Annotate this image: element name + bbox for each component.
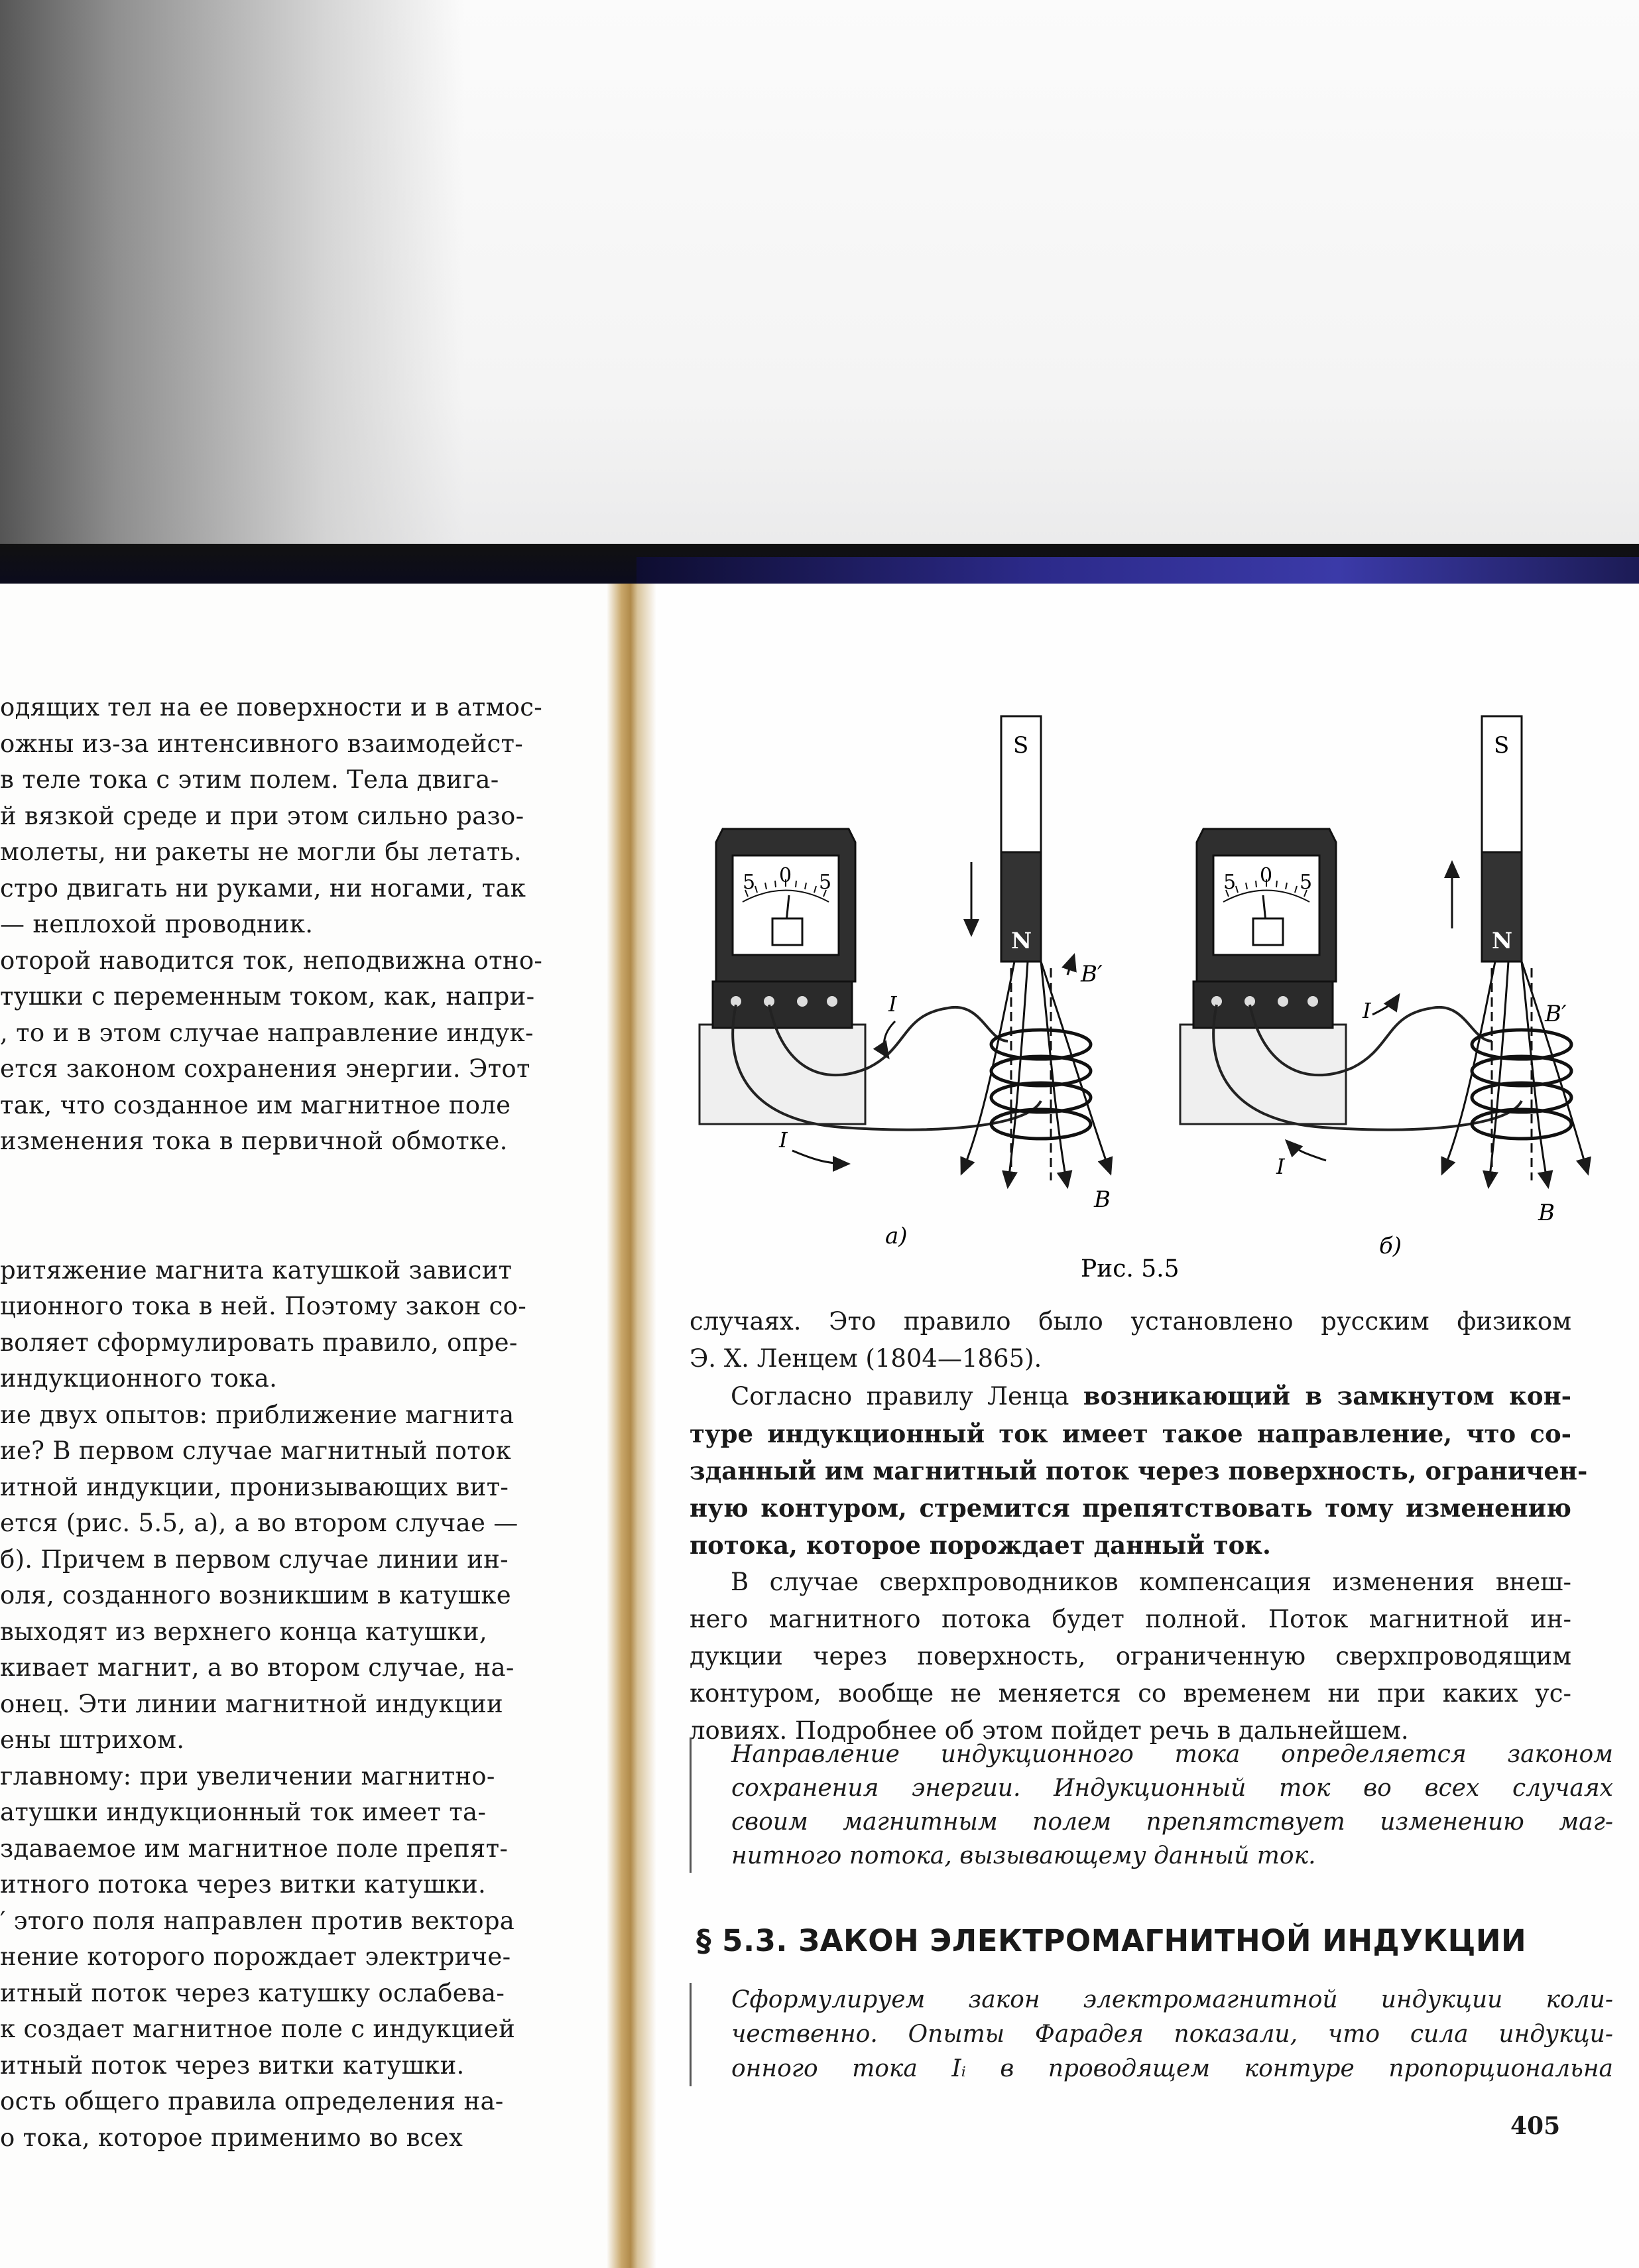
left-line: б). Причем в первом случае линии ин- [0, 1544, 509, 1574]
current-label-b-top: I [1363, 998, 1371, 1023]
meter-scale-mid: 0 [779, 864, 792, 887]
current-label-b-bottom: I [1276, 1154, 1285, 1179]
text-line: туре индукционный ток имеет такое направление, что со- [690, 1419, 1571, 1448]
text-line: В случае сверхпроводников компенсация изменения внеш- [731, 1568, 1571, 1596]
b-induced-label-a: B′ [1081, 961, 1103, 987]
left-line: онец. Эти линии магнитной индукции [0, 1689, 503, 1718]
note-line: сохранения энергии. Индукционный ток во всех случаях [731, 1775, 1613, 1802]
meter-scale-right: 5 [819, 871, 832, 894]
intro-note [690, 1983, 1613, 2086]
left-line: стро двигать ни руками, ни ногами, так [0, 873, 526, 903]
text-line [690, 1377, 1571, 1415]
left-line: нение которого порождает электриче- [0, 1942, 511, 1971]
left-line: здаваемое им магнитное поле препят- [0, 1834, 509, 1863]
current-label-a-top: I [888, 991, 897, 1017]
left-line: изменения тока в первичной обмотке. [0, 1127, 508, 1155]
left-line: о тока, которое применимо во всех [0, 2123, 463, 2152]
left-line: кивает магнит, а во втором случае, на- [0, 1653, 515, 1682]
left-line: молеты, ни ракеты не могли бы летать. [0, 838, 522, 866]
left-line: главному: при увеличении магнитно- [0, 1761, 495, 1791]
text-line: ную контуром, стремится препятствовать тому изменению [690, 1493, 1571, 1523]
text-line: случаях. Это правило было установлено русским физиком [690, 1307, 1571, 1336]
meter-scale-left: 5 [743, 871, 756, 894]
left-line: индукционного тока. [0, 1364, 278, 1393]
magnet-s-label: S [1494, 732, 1510, 759]
experiment-a [699, 716, 1111, 1249]
field-lines-b [1442, 962, 1588, 1187]
text-line: потока, которое порождает данный ток. [690, 1531, 1271, 1560]
paragraph-superconductors [690, 1564, 1571, 1749]
left-line: тушки с переменным током, как, напри- [0, 982, 535, 1011]
meter-scale-right: 5 [1300, 871, 1313, 894]
paragraph-lenz-rule [690, 1377, 1588, 1564]
magnet-s-label: S [1013, 732, 1029, 759]
left-spacer [0, 1160, 564, 1253]
book-gutter [607, 584, 656, 2268]
summary-note [690, 1737, 1613, 1873]
figure-5-5 [670, 696, 1598, 1293]
experiment-b [1180, 716, 1588, 1259]
label-b: б) [1379, 1233, 1402, 1259]
b-label-a: B [1094, 1186, 1111, 1213]
left-line: итного потока через витки катушки. [0, 1870, 487, 1899]
left-page-text [0, 690, 564, 2156]
bold-run: возникающий в замкнутом кон- [1083, 1381, 1572, 1411]
left-line: ′ этого поля направлен против вектора [0, 1906, 515, 1935]
left-line: в теле тока с этим полем. Тела двига- [0, 765, 499, 794]
left-line: оля, созданного возникшим в катушке [0, 1581, 511, 1609]
label-a: а) [885, 1223, 908, 1249]
left-line: оторой наводится ток, неподвижна отно- [0, 946, 543, 975]
text-line: него магнитного потока будет полной. Поток магнитной ин- [690, 1605, 1571, 1633]
left-line: к создает магнитное поле с индукцией [0, 2015, 516, 2043]
left-line: ционного тока в ней. Поэтому закон со- [0, 1292, 527, 1320]
magnet-n-label: N [1492, 928, 1513, 954]
left-line: — неплохой проводник. [0, 910, 314, 938]
note-line: нитного потока, вызывающему данный ток. [731, 1842, 1316, 1869]
left-line: ется законом сохранения энергии. Этот [0, 1054, 530, 1083]
page-number: 405 [1510, 2112, 1561, 2140]
left-line: ие двух опытов: приближение магнита [0, 1400, 515, 1429]
meter-scale-left: 5 [1223, 871, 1237, 894]
magnet-n-label: N [1011, 928, 1032, 954]
note-line: чественно. Опыты Фарадея показали, что сила индукци- [731, 2021, 1613, 2048]
note-line: своим магнитным полем препятствует изменению маг- [731, 1808, 1613, 1836]
scan-shadow [0, 0, 464, 597]
note-line: онного тока Iᵢ в проводящем контуре пропорциональна [731, 2055, 1613, 2082]
figure-caption: Рис. 5.5 [1081, 1255, 1180, 1283]
left-line: ость общего правила определения на- [0, 2087, 504, 2115]
left-line: выходят из верхнего конца катушки, [0, 1617, 487, 1646]
right-page-text [690, 1303, 1588, 1749]
note-line: Сформулируем закон электромагнитной индукции коли- [731, 1986, 1613, 2013]
left-line: одящих тел на ее поверхности и в атмос- [0, 693, 543, 722]
note-line: Направление индукционного тока определяется законом [731, 1741, 1613, 1768]
text-line: зданный им магнитный поток через поверхность, ограничен- [690, 1456, 1588, 1485]
section-heading: § 5.3. ЗАКОН ЭЛЕКТРОМАГНИТНОЙ ИНДУКЦИИ [696, 1923, 1527, 1958]
coil-a [991, 1030, 1091, 1139]
left-line: так, что созданное им магнитное поле [0, 1090, 511, 1119]
left-line: итный поток через катушку ослабева- [0, 1978, 505, 2007]
left-line: итной индукции, пронизывающих вит- [0, 1472, 509, 1501]
left-line: ритяжение магнита катушкой зависит [0, 1255, 513, 1285]
left-line: воляет сформулировать правило, опре- [0, 1328, 518, 1357]
coil-b [1472, 1030, 1571, 1139]
b-induced-label-b: B′ [1545, 1001, 1567, 1027]
left-line: й вязкой среде и при этом сильно разо- [0, 801, 524, 830]
left-line: атушки индукционный ток имеет та- [0, 1798, 487, 1826]
left-line: ожны из-за интенсивного взаимодейст- [0, 729, 524, 758]
paragraph-lenz-intro [690, 1303, 1571, 1377]
text-line: контуром, вообще не меняется со временем ни при каких ус- [690, 1679, 1571, 1708]
lenz-rule-illustration [670, 696, 1598, 1293]
text-line: дукции через поверхность, ограниченную сверхпроводящим [690, 1642, 1571, 1670]
text-line: Э. Х. Ленцем (1804—1865). [690, 1344, 1042, 1373]
left-line: ется (рис. 5.5, а), а во втором случае — [0, 1509, 518, 1537]
left-line: , то и в этом случае направление индук- [0, 1018, 534, 1047]
left-line: итный поток через витки катушки. [0, 2050, 465, 2080]
meter-scale-mid: 0 [1260, 864, 1273, 887]
b-label-b: B [1538, 1200, 1555, 1226]
text-run: Согласно правилу Ленца [731, 1382, 1083, 1411]
left-line: ены штрихом. [0, 1726, 185, 1754]
text-line: ловиях. Подробнее об этом пойдет речь в дальнейшем. [690, 1716, 1409, 1745]
current-label-a-bottom: I [779, 1127, 788, 1153]
left-line: ие? В первом случае магнитный поток [0, 1436, 512, 1465]
